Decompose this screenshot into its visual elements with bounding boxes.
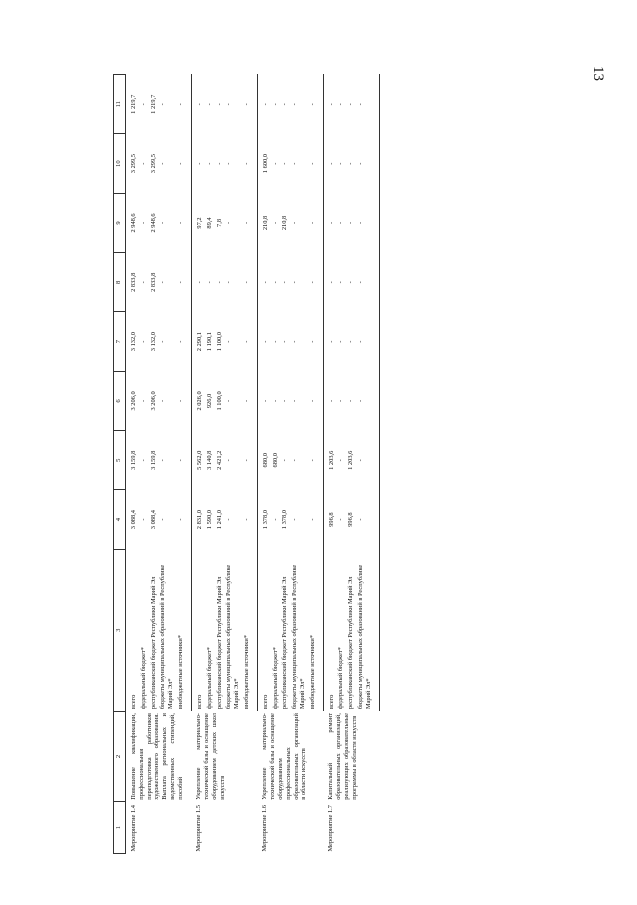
amount-cell: - — [195, 281, 203, 284]
amount-cell: - — [242, 371, 257, 430]
amount-cell: - — [271, 340, 279, 343]
column-number-header: 1 — [114, 802, 126, 854]
table-row — [257, 75, 270, 854]
funding-source-cell: бюджеты муниципальных образований в Республике Марий Эл* — [159, 564, 175, 710]
amount-cell: - — [225, 399, 233, 403]
amount-cell: - — [261, 103, 269, 106]
amount-cell: - — [242, 312, 257, 371]
amount-cell: 1 203,6 — [347, 450, 355, 470]
amount-cell: - — [195, 103, 203, 106]
amount-cell: - — [291, 340, 299, 343]
funding-source-cell: федеральный бюджет* — [337, 647, 345, 710]
event-cell: Мероприятие 1.7 — [327, 805, 335, 852]
amount-cell: - — [337, 162, 345, 165]
budget-table — [113, 74, 380, 854]
amount-cell: - — [281, 162, 289, 165]
amount-cell: - — [308, 490, 323, 549]
funding-source-cell: всего — [327, 694, 335, 710]
amount-cell: - — [159, 281, 167, 284]
amount-cell: - — [291, 459, 299, 462]
funding-source-cell: федеральный бюджет* — [139, 647, 147, 710]
amount-cell: - — [308, 371, 323, 430]
event-name-cell: Укрепление материально-технической базы и оснащение оборудованием профессиональных образовательных организаций в области искусств — [261, 713, 308, 800]
funding-source-cell: бюджеты муниципальных образований в Республике Марий Эл* — [356, 549, 379, 711]
amount-cell: - — [327, 340, 335, 343]
amount-cell: - — [308, 134, 323, 193]
amount-cell: - — [225, 340, 233, 343]
funding-source-cell: внебюджетные источники* — [242, 549, 257, 711]
amount-cell: - — [176, 371, 191, 430]
table-row — [323, 75, 336, 854]
amount-cell: - — [271, 399, 279, 403]
amount-cell: - — [337, 103, 345, 106]
amount-cell: - — [291, 399, 299, 403]
amount-cell: - — [291, 281, 299, 284]
amount-cell: - — [261, 281, 269, 284]
amount-cell: 5 562,0 — [195, 450, 203, 470]
amount-cell: - — [139, 518, 147, 521]
amount-cell: - — [159, 459, 167, 462]
amount-cell: - — [139, 162, 147, 165]
amount-cell: - — [271, 162, 279, 165]
amount-cell: - — [356, 490, 379, 549]
amount-cell: - — [356, 193, 379, 252]
column-number-header: 2 — [114, 711, 126, 802]
amount-cell: - — [176, 431, 191, 490]
amount-cell: 1 241,0 — [215, 510, 223, 530]
column-number-header: 4 — [114, 490, 126, 549]
amount-cell: - — [176, 490, 191, 549]
amount-cell: - — [225, 103, 233, 106]
amount-cell: - — [356, 431, 379, 490]
amount-cell: - — [356, 371, 379, 430]
amount-cell: - — [356, 75, 379, 134]
funding-source-cell: всего — [195, 694, 203, 710]
amount-cell: - — [176, 253, 191, 312]
amount-cell: - — [291, 518, 299, 521]
event-cell: Мероприятие 1.6 — [261, 805, 269, 852]
amount-cell: 3 206,0 — [130, 391, 137, 411]
funding-source-cell: бюджеты муниципальных образований в Республике Марий Эл* — [291, 564, 306, 710]
amount-cell: - — [291, 162, 299, 165]
amount-cell: - — [337, 340, 345, 343]
amount-cell: - — [356, 134, 379, 193]
column-number-header: 9 — [114, 193, 126, 252]
amount-cell: 1 378,0 — [261, 510, 269, 530]
amount-cell: - — [291, 221, 299, 225]
funding-source-cell: республиканский бюджет Республики Марий Эл — [281, 576, 289, 710]
amount-cell: 2 421,2 — [215, 450, 223, 470]
amount-cell: - — [356, 312, 379, 371]
funding-source-cell: федеральный бюджет* — [205, 647, 213, 710]
amount-cell: - — [225, 281, 233, 284]
column-number-header: 7 — [114, 312, 126, 371]
amount-cell: - — [337, 518, 345, 521]
amount-cell: - — [159, 103, 167, 106]
amount-cell: - — [347, 281, 355, 284]
funding-source-cell: федеральный бюджет* — [271, 647, 279, 710]
amount-cell: - — [337, 399, 345, 403]
amount-cell: - — [242, 75, 257, 134]
column-number-row — [114, 75, 126, 854]
funding-source-cell: внебюджетные источники* — [176, 549, 191, 711]
amount-cell: - — [225, 518, 233, 521]
amount-cell: - — [308, 312, 323, 371]
amount-cell: 1 219,7 — [130, 94, 137, 114]
amount-cell: - — [159, 340, 167, 343]
table-row — [126, 75, 139, 854]
amount-cell: 3 159,8 — [149, 450, 157, 470]
amount-cell: 680,0 — [271, 453, 279, 468]
event-cell: Мероприятие 1.5 — [195, 805, 203, 852]
amount-cell: 89,4 — [205, 217, 213, 229]
amount-cell: - — [242, 134, 257, 193]
amount-cell: - — [271, 281, 279, 284]
amount-cell: - — [271, 518, 279, 521]
amount-cell: - — [205, 281, 213, 284]
column-number-header: 3 — [114, 549, 126, 711]
amount-cell: - — [347, 399, 355, 403]
amount-cell: 680,0 — [261, 453, 269, 468]
amount-cell: - — [281, 459, 289, 462]
amount-cell: - — [225, 221, 233, 225]
amount-cell: 2 026,0 — [195, 391, 203, 411]
column-number-header: 5 — [114, 431, 126, 490]
amount-cell: 996,8 — [327, 512, 335, 527]
amount-cell: - — [242, 431, 257, 490]
table-row — [191, 75, 204, 854]
amount-cell: - — [281, 340, 289, 343]
amount-cell: - — [308, 75, 323, 134]
amount-cell: - — [291, 103, 299, 106]
amount-cell: - — [347, 103, 355, 106]
amount-cell: - — [271, 103, 279, 106]
amount-cell: 1 203,6 — [327, 450, 335, 470]
amount-cell: 3 206,0 — [149, 391, 157, 411]
amount-cell: 2 833,8 — [130, 272, 137, 292]
amount-cell: - — [205, 162, 213, 165]
amount-cell: - — [195, 162, 203, 165]
amount-cell: - — [356, 253, 379, 312]
amount-cell: - — [261, 399, 269, 403]
amount-cell: 3 132,0 — [130, 332, 137, 352]
amount-cell: - — [281, 103, 289, 106]
amount-cell: 926,0 — [205, 393, 213, 409]
column-number-header: 11 — [114, 75, 126, 134]
amount-cell: - — [327, 103, 335, 106]
amount-cell: 3 132,0 — [149, 332, 157, 352]
amount-cell: - — [281, 281, 289, 284]
amount-cell: - — [159, 399, 167, 403]
amount-cell: - — [337, 281, 345, 284]
column-number-header: 10 — [114, 134, 126, 193]
column-number-header: 6 — [114, 371, 126, 430]
amount-cell: - — [176, 75, 191, 134]
amount-cell: - — [308, 193, 323, 252]
amount-cell: - — [176, 312, 191, 371]
amount-cell: - — [139, 399, 147, 403]
amount-cell: 97,2 — [195, 217, 203, 229]
amount-cell: 1 190,1 — [205, 332, 213, 352]
amount-cell: - — [308, 253, 323, 312]
amount-cell: - — [139, 340, 147, 343]
amount-cell: - — [176, 193, 191, 252]
amount-cell: - — [176, 134, 191, 193]
amount-cell: - — [159, 221, 167, 225]
funding-source-cell: республиканский бюджет Республики Марий Эл — [347, 576, 355, 710]
amount-cell: - — [347, 221, 355, 225]
amount-cell: - — [242, 490, 257, 549]
amount-cell: 2 948,6 — [130, 213, 137, 233]
amount-cell: 7,8 — [215, 218, 223, 227]
amount-cell: 3 159,8 — [130, 450, 137, 470]
amount-cell: 1 100,0 — [215, 332, 223, 352]
amount-cell: - — [139, 459, 147, 462]
amount-cell: - — [347, 162, 355, 165]
amount-cell: 3 299,5 — [130, 154, 137, 174]
amount-cell: 2 831,0 — [195, 510, 203, 530]
event-name-cell: Укрепление материально-технической базы и оснащение оборудованием детских школ искусств — [195, 713, 226, 800]
amount-cell: 3 299,5 — [149, 154, 157, 174]
event-name-cell: Капитальный ремонт образовательных организаций, реализующих образовательные программы в области искусств — [327, 713, 358, 800]
amount-cell: - — [242, 193, 257, 252]
funding-source-cell: всего — [261, 694, 269, 710]
amount-cell: - — [327, 221, 335, 225]
amount-cell: 3 140,8 — [205, 450, 213, 470]
amount-cell: 210,8 — [261, 215, 269, 231]
amount-cell: - — [159, 518, 167, 521]
amount-cell: - — [308, 431, 323, 490]
amount-cell: 1 100,0 — [215, 391, 223, 411]
amount-cell: - — [327, 162, 335, 165]
amount-cell: - — [139, 281, 147, 284]
amount-cell: - — [159, 162, 167, 165]
funding-source-cell: внебюджетные источники* — [308, 549, 323, 711]
amount-cell: 1 378,0 — [281, 510, 289, 530]
funding-source-cell: всего — [130, 694, 137, 710]
amount-cell: 1 219,7 — [149, 94, 157, 114]
page-number: 13 — [590, 66, 606, 81]
amount-cell: - — [225, 459, 233, 462]
rotated-table-sheet — [113, 74, 545, 854]
amount-cell: 3 088,4 — [130, 510, 137, 530]
column-number-header: 8 — [114, 253, 126, 312]
amount-cell: - — [337, 221, 345, 225]
amount-cell: - — [205, 103, 213, 106]
amount-cell: - — [347, 340, 355, 343]
amount-cell: - — [215, 281, 223, 284]
amount-cell: 1 590,0 — [205, 510, 213, 530]
amount-cell: 2 290,1 — [195, 332, 203, 352]
amount-cell: - — [139, 103, 147, 106]
amount-cell: 3 088,4 — [149, 510, 157, 530]
funding-source-cell: республиканский бюджет Республики Марий Эл — [149, 576, 157, 710]
amount-cell: 1 600,0 — [261, 154, 269, 174]
event-cell: Мероприятие 1.4 — [130, 805, 137, 852]
amount-cell: - — [327, 281, 335, 284]
amount-cell: - — [225, 162, 233, 165]
event-name-cell: Повышение квалификации, профессиональная переподготовка работников художественного образования. Выплата региональных и ведомственных стипендий, пособий — [130, 713, 184, 800]
amount-cell: - — [215, 162, 223, 165]
amount-cell: - — [327, 399, 335, 403]
amount-cell: - — [139, 221, 147, 225]
amount-cell: - — [271, 221, 279, 225]
funding-source-cell: бюджеты муниципальных образований в Республике Марий Эл* — [225, 564, 241, 710]
amount-cell: 2 948,6 — [149, 213, 157, 233]
amount-cell: 210,8 — [281, 215, 289, 231]
table-body — [126, 75, 380, 854]
amount-cell: 996,8 — [347, 512, 355, 527]
amount-cell: 2 833,8 — [149, 272, 157, 292]
amount-cell: - — [281, 399, 289, 403]
amount-cell: - — [261, 340, 269, 343]
funding-source-cell: республиканский бюджет Республики Марий Эл — [215, 576, 223, 710]
amount-cell: - — [242, 253, 257, 312]
amount-cell: - — [337, 459, 345, 462]
amount-cell: - — [215, 103, 223, 106]
